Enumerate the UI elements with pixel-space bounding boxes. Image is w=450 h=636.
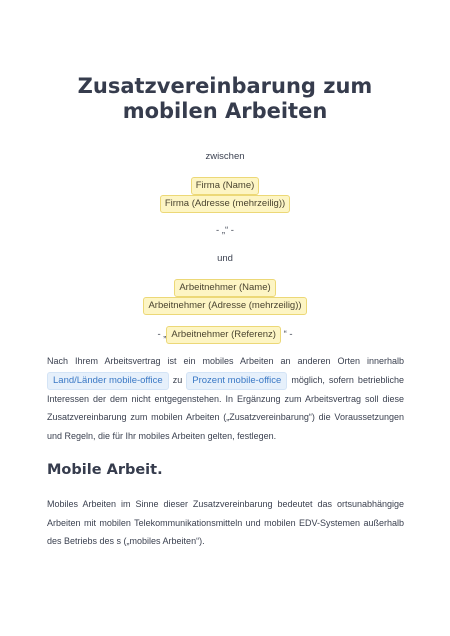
intro-paragraph <box>47 352 404 445</box>
employee-address-placeholder[interactable]: Arbeitnehmer (Adresse (mehrzeilig)) <box>143 297 306 315</box>
reference-prefix: - „ <box>157 329 167 340</box>
percent-placeholder[interactable]: Prozent mobile-office <box>186 372 287 390</box>
intro-text-1: Nach Ihrem Arbeitsvertrag ist ein mobiles Arbeiten an anderen Orten innerhalb <box>47 356 404 366</box>
company-address-line <box>0 195 450 213</box>
employee-reference-line <box>0 326 450 344</box>
company-name-placeholder[interactable]: Firma (Name) <box>191 177 260 195</box>
employee-reference-placeholder[interactable]: Arbeitnehmer (Referenz) <box>166 326 281 344</box>
employee-name-placeholder[interactable]: Arbeitnehmer (Name) <box>174 279 275 297</box>
reference-suffix: “ - <box>283 329 293 340</box>
intro-text-zu: zu <box>172 374 183 385</box>
intro-text-2: möglich, sofern betriebliche Interessen der dem nicht entgegenstehen. In Ergänzung zum Arbeitsvertrag soll diese Zusatzvereinbarung zum mobilen Arbeiten („Zusatzvereinbarung“) die Voraussetzungen und Regeln, die für Ihr mobiles Arbeiten gelten, festlegen. <box>47 374 404 441</box>
company-quote-line <box>0 224 450 238</box>
employee-name-line <box>0 279 450 297</box>
company-address-placeholder[interactable]: Firma (Adresse (mehrzeilig)) <box>160 195 290 213</box>
company-name-line <box>0 177 450 195</box>
company-quote-text: - „“ - <box>216 225 234 236</box>
between-text: zwischen <box>205 151 245 162</box>
country-placeholder[interactable]: Land/Länder mobile-office <box>47 372 169 390</box>
and-text: und <box>217 253 233 264</box>
document-title: Zusatzvereinbarung zum mobilen Arbeiten <box>77 74 373 123</box>
employee-address-line <box>0 297 450 315</box>
section-text: Mobiles Arbeiten im Sinne dieser Zusatzvereinbarung bedeutet das ortsunabhängige Arbeiten mit mobilen Telekommunikationsmitteln und mobilen EDV-Systemen außerhalb des Betriebs des s („mobiles Arbeiten“). <box>47 499 404 546</box>
between-label <box>0 150 450 164</box>
and-label <box>0 252 450 266</box>
section-heading: Mobile Arbeit. <box>47 462 163 478</box>
section-paragraph <box>47 495 404 551</box>
